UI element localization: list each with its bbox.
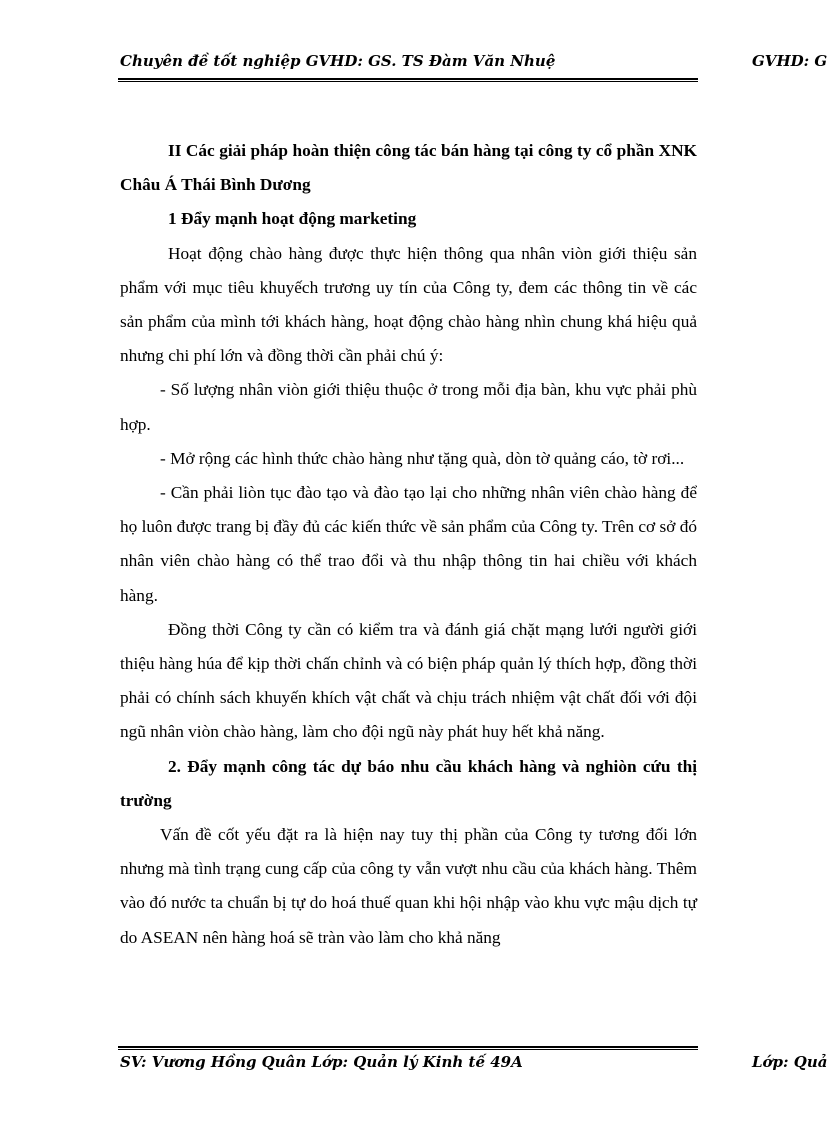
- bullet-item: - Cần phải liòn tục đào tạo và đào tạo lại cho những nhân viên chào hàng để họ luôn được trang bị đầy đủ các kiến thức về sản phẩm của Công ty. Trên cơ sở đó nhân viên chào hàng có thể trao đổi và thu nhập thông tin hai chiều với khách hàng.: [120, 483, 697, 605]
- section-title: II Các giải pháp hoàn thiện công tác bán hàng tại công ty cổ phần XNK Châu Á Thái Bình Dương: [120, 141, 697, 195]
- subsection-2-title: 2. Đẩy mạnh công tác dự báo nhu cầu khách hàng và nghiòn cứu thị trường: [120, 756, 697, 810]
- document-body: [120, 134, 697, 955]
- page-footer: [0, 1053, 828, 1077]
- header-rule: [118, 78, 698, 80]
- footer-right-text: Lớp: Quả: [752, 1053, 828, 1071]
- subsection-1-title: 1 Đẩy mạnh hoạt động marketing: [168, 209, 417, 229]
- paragraph: Vấn đề cốt yếu đặt ra là hiện nay tuy thị phần của Công ty tương đối lớn nhưng mà tình trạng cung cấp của công ty vẫn vượt nhu cầu của khách hàng. Thêm vào đó nước ta chuẩn bị tự do hoá thuế quan khi hội nhập vào khu vực mậu dịch tự do ASEAN nên hàng hoá sẽ tràn vào làm cho khả năng: [120, 825, 697, 947]
- bullet-item: - Số lượng nhân viòn giới thiệu thuộc ở trong mỗi địa bàn, khu vực phải phù hợp.: [120, 380, 697, 434]
- footer-rule: [118, 1046, 698, 1048]
- header-left-text: Chuyên đề tốt nghiệp GVHD: GS. TS Đàm Văn Nhuệ: [120, 52, 556, 70]
- footer-left-text: SV: Vương Hồng Quân Lớp: Quản lý Kinh tế 49A: [120, 1053, 523, 1071]
- page-header: [0, 52, 828, 76]
- footer-rule-thin: [118, 1049, 698, 1050]
- header-right-text: GVHD: G: [752, 52, 828, 70]
- bullet-item: - Mở rộng các hình thức chào hàng như tặng quà, dòn tờ quảng cáo, tờ rơi...: [160, 448, 685, 468]
- paragraph: Đồng thời Công ty cần có kiểm tra và đánh giá chặt mạng lưới người giới thiệu hàng húa để kịp thời chấn chỉnh và có biện pháp quản lý thích hợp, đồng thời phải có chính sách khuyến khích vật chất và chịu trách nhiệm vật chất đối với đội ngũ nhân viòn chào hàng, làm cho đội ngũ này phát huy hết khả năng.: [120, 619, 697, 742]
- header-rule-thin: [118, 81, 698, 82]
- paragraph: Hoạt động chào hàng được thực hiện thông qua nhân viòn giới thiệu sản phẩm với mục tiêu khuyếch trương uy tín của Công ty, đem các thông tin về các sản phẩm của mình tới khách hàng, hoạt động chào hàng nhìn chung khá hiệu quả nhưng chi phí lớn và đồng thời cần phải chú ý:: [120, 243, 697, 366]
